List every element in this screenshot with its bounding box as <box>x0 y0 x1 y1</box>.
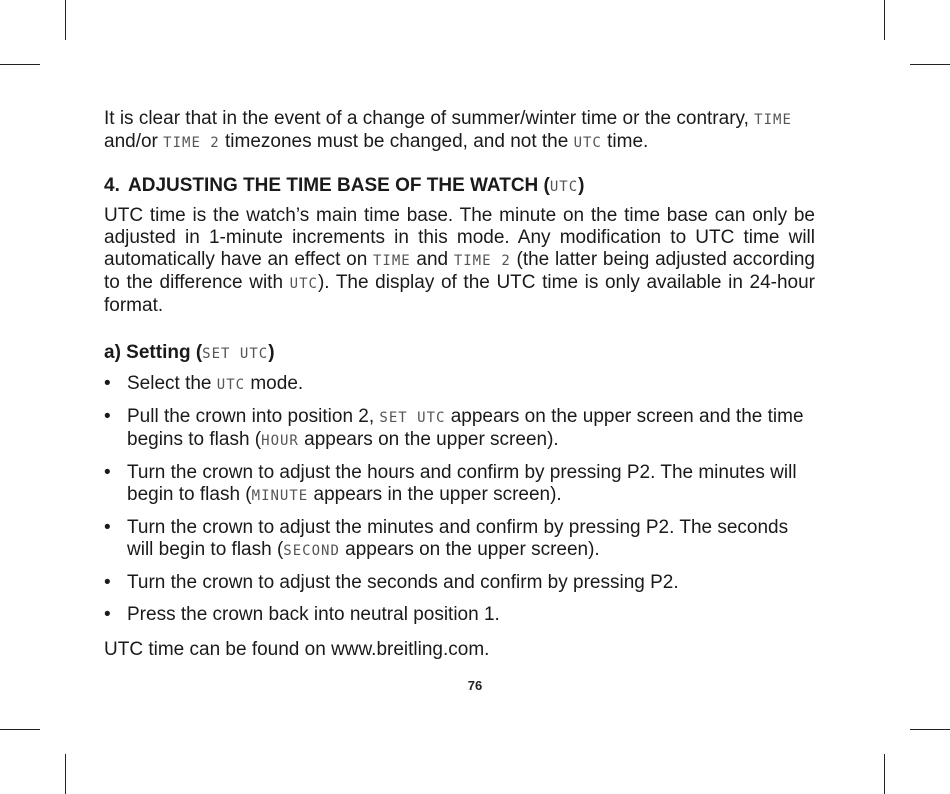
subsection-heading <box>104 342 815 365</box>
section-text-2: and <box>410 249 454 270</box>
section-text-1: UTC time is the watch’s main time base. The minute on the time base can only be adjusted in 1-minute increments in this mode. Any modification to UTC time will automatically have an effect on <box>104 205 815 270</box>
list-item <box>104 462 815 507</box>
step-text: appears in the upper screen). <box>308 484 562 505</box>
lcd-label-time: TIME <box>754 112 792 128</box>
intro-text-2: and/or <box>104 131 164 152</box>
intro-paragraph <box>104 108 815 154</box>
bullet-dot: • <box>104 406 111 427</box>
step-text: appears on the upper screen and the time begins to flash ( <box>127 406 804 450</box>
crop-mark-bottom-right-h <box>910 729 950 730</box>
bullet-dot: • <box>104 462 111 483</box>
lcd-label-utc: UTC <box>549 179 579 195</box>
step-text: appears on the upper screen). <box>339 539 600 560</box>
subsection-title: a) Setting ( <box>104 342 203 363</box>
step-text: Turn the crown to adjust the minutes and confirm by pressing P2. The seconds will begin to flash ( <box>127 517 789 560</box>
bullet-dot: • <box>104 517 111 538</box>
section-title-end: ) <box>578 175 585 196</box>
list-item <box>104 604 815 626</box>
subsection-title-end: ) <box>268 342 275 363</box>
bullet-dot: • <box>104 604 111 625</box>
list-item <box>104 406 815 452</box>
footer-text: UTC time can be found on www.breitling.com. <box>104 639 490 660</box>
intro-text-1: It is clear that in the event of a change of summer/winter time or the contrary, <box>104 108 755 129</box>
lcd-label-time: TIME <box>372 253 411 269</box>
bullet-dot: • <box>104 572 111 593</box>
list-item <box>104 373 815 396</box>
lcd-label-utc: UTC <box>573 135 602 151</box>
intro-text-4: time. <box>601 131 649 152</box>
section-number: 4. <box>104 175 120 196</box>
lcd-label-minute: MINUTE <box>251 488 309 504</box>
crop-mark-bottom-right <box>884 754 885 794</box>
lcd-label-hour: HOUR <box>261 433 299 449</box>
lcd-label-set-utc: SET UTC <box>379 410 446 426</box>
lcd-label-set-utc: SET UTC <box>202 346 269 362</box>
page-number: 76 <box>467 678 483 693</box>
step-text: Turn the crown to adjust the hours and confirm by pressing P2. The minutes will begin to flash ( <box>127 462 797 505</box>
section-heading <box>104 175 815 198</box>
section-text-4: ). The display of the UTC time is only available in 24-hour format. <box>104 272 815 316</box>
step-text: Turn the crown to adjust the seconds and confirm by pressing P2. <box>127 572 679 593</box>
step-text: Select the <box>127 373 217 394</box>
lcd-label-utc: UTC <box>216 377 246 393</box>
list-item <box>104 517 815 562</box>
crop-mark-top-right-h <box>910 64 950 65</box>
crop-mark-top-right <box>884 0 885 40</box>
lcd-label-second: SECOND <box>283 543 340 559</box>
crop-mark-top-left-h <box>0 64 40 65</box>
section-title: ADJUSTING THE TIME BASE OF THE WATCH ( <box>128 175 550 196</box>
intro-text-3: timezones must be changed, and not the <box>219 131 574 152</box>
crop-mark-bottom-left <box>65 754 66 794</box>
list-item <box>104 572 815 594</box>
step-text: Pull the crown into position 2, <box>127 406 380 427</box>
step-text: Press the crown back into neutral position 1. <box>127 604 500 625</box>
lcd-label-time2: TIME 2 <box>163 135 220 151</box>
steps-list <box>104 373 815 626</box>
section-paragraph <box>104 205 815 317</box>
step-text: appears on the upper screen). <box>298 429 559 450</box>
lcd-label-time2: TIME 2 <box>453 253 511 269</box>
section-text-3: (the latter being adjusted according to the difference with <box>104 249 815 293</box>
step-text: mode. <box>245 373 304 394</box>
lcd-label-utc: UTC <box>289 276 318 292</box>
crop-mark-bottom-left-h <box>0 729 40 730</box>
crop-mark-top-left <box>65 0 66 40</box>
bullet-dot: • <box>104 373 111 394</box>
manual-page <box>104 108 815 661</box>
